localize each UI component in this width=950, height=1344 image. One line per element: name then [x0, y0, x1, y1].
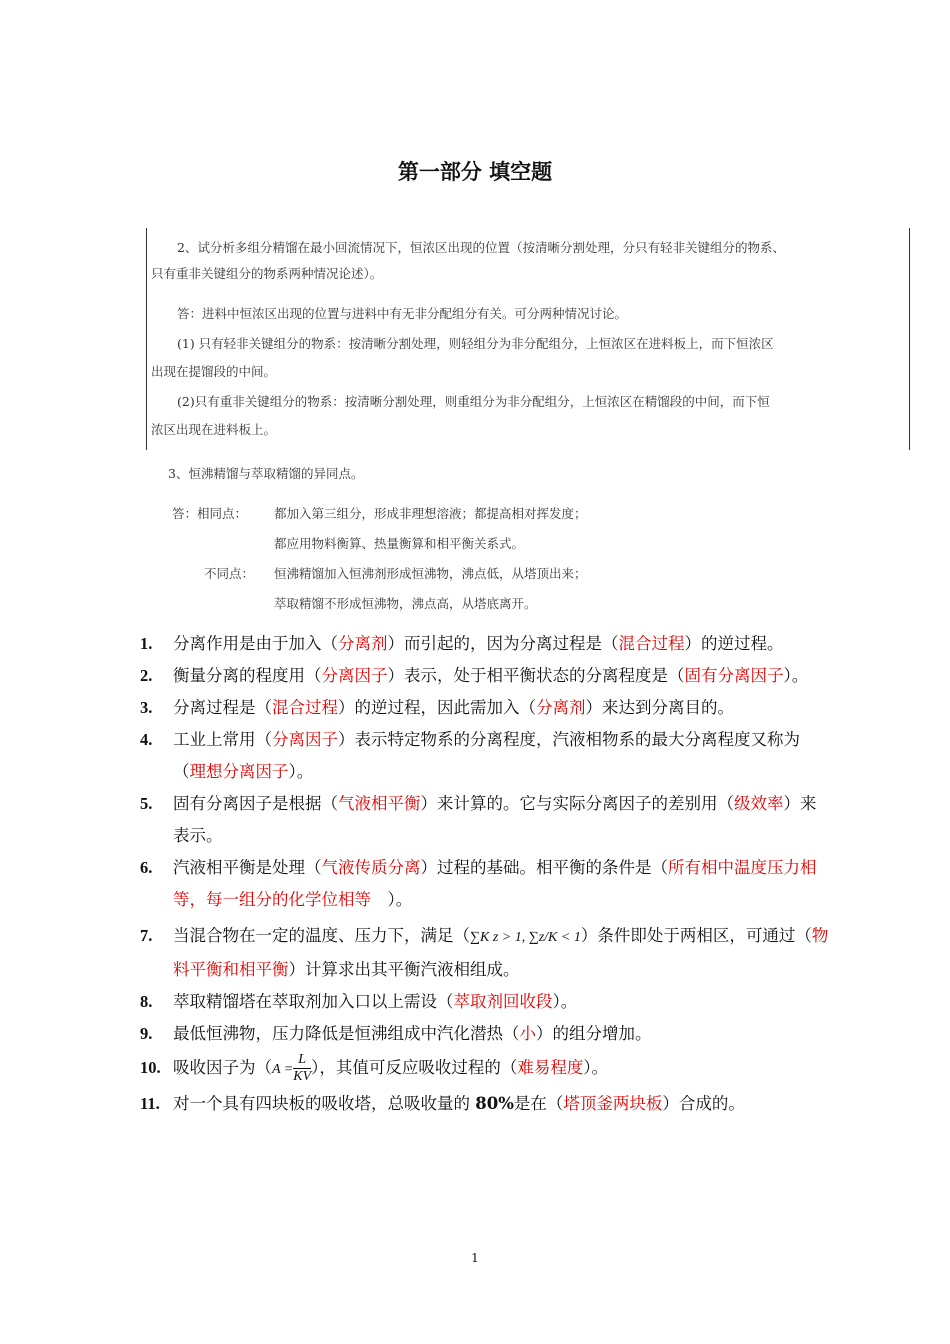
item-text: ）。: [387, 890, 413, 909]
same-points-2: 都应用物料衡算、热量衡算和相平衡关系式。: [274, 536, 525, 551]
item-text: ）表示特定物系的分离程度，汽液相物系的最大分离程度又称为（: [173, 730, 800, 781]
answer-text: 固有分离因子: [684, 666, 784, 685]
item-text: ）表示，处于相平衡状态的分离程度是（: [387, 666, 685, 685]
question-3-text: 3、恒沸精馏与萃取精馏的异同点。: [168, 466, 364, 481]
answer-text: 气液传质分离: [321, 858, 421, 877]
item-text: ）合成的。: [662, 1094, 745, 1113]
item-number: 5.: [140, 794, 153, 813]
item-text: ）的逆过程，因此需加入（: [338, 698, 536, 717]
list-item: [140, 1088, 830, 1120]
item-number: 1.: [140, 634, 153, 653]
item-text: ），其值可反应吸收过程的（: [311, 1058, 518, 1077]
item-text: 汽液相平衡是处理（: [173, 858, 322, 877]
answer-2-case1-cont: 出现在提馏段的中间。: [151, 364, 277, 379]
page-number: 1: [471, 1251, 479, 1265]
item-number: 7.: [140, 926, 153, 945]
answer-text: 塔顶釜两块板: [563, 1094, 663, 1113]
list-item: [140, 660, 830, 692]
answer-text: 所有相中温度压力相等，每一组分的化学位相等: [173, 858, 817, 909]
diff-points-2: 萃取精馏不形成恒沸物，沸点高，从塔底离开。: [274, 596, 537, 611]
item-text: ）条件即处于两相区，可通过（: [580, 926, 812, 945]
item-text: ）来达到分离目的。: [585, 698, 734, 717]
list-item: [140, 1018, 830, 1050]
item-text: ）。: [583, 1058, 609, 1077]
answer-2-case2: (2)只有重非关键组分的物系：按清晰分割处理，则重组分为非分配组分，上恒浓区在精馏段的中间，而下恒: [177, 394, 770, 409]
item-text: ）的逆过程。: [684, 634, 784, 653]
item-text: ）。: [783, 666, 809, 685]
answer-text: 分离剂: [338, 634, 388, 653]
item-text: 萃取精馏塔在萃取剂加入口以上需设（: [173, 992, 454, 1011]
list-item: [140, 920, 830, 986]
diff-points-1: 恒沸精馏加入恒沸剂形成恒沸物，沸点低，从塔顶出来；: [274, 566, 587, 581]
list-item: [140, 788, 830, 852]
answer-text: 分离剂: [536, 698, 586, 717]
answer-text: 理想分离因子: [189, 762, 289, 781]
item-text: 分离作用是由于加入（: [173, 634, 338, 653]
item-text: 是在（: [513, 1094, 564, 1113]
scanned-answer-block-q2: [146, 228, 910, 450]
answer-text: 物料平衡和相平衡: [173, 926, 829, 979]
item-text: 当混合物在一定的温度、压力下，满足（: [173, 926, 470, 945]
answer-text: 级效率: [734, 794, 784, 813]
list-item: [140, 1050, 830, 1088]
formula-lhs: A =: [272, 1062, 294, 1077]
list-item: [140, 692, 830, 724]
item-number: 10.: [140, 1058, 161, 1077]
item-text: ）而引起的，因为分离过程是（: [387, 634, 619, 653]
item-text: 对一个具有四块板的吸收塔，总吸收量的: [173, 1094, 476, 1113]
same-points-label: 答：相同点：: [172, 506, 248, 521]
answer-text: 气液相平衡: [338, 794, 421, 813]
item-text: 固有分离因子是根据（: [173, 794, 338, 813]
answer-2-case2-cont: 浓区出现在进料板上。: [151, 422, 277, 437]
page-title: 第一部分 填空题: [397, 160, 553, 184]
list-item: [140, 986, 830, 1018]
fraction-numerator: L: [293, 1052, 311, 1069]
answer-2-case1: (1) 只有轻非关键组分的物系：按清晰分割处理，则轻组分为非分配组分，上恒浓区在进料板上，而下恒浓区: [177, 336, 774, 351]
item-number: 2.: [140, 666, 153, 685]
item-number: 11.: [140, 1094, 160, 1113]
list-item: [140, 628, 830, 660]
equilibrium-condition-formula: ∑K z > 1, ∑z/K < 1: [470, 930, 581, 945]
item-text: ）计算求出其平衡汽液相组成。: [288, 960, 520, 979]
answer-text: 萃取剂回收段: [453, 992, 553, 1011]
same-points-1: 都加入第三组分，形成非理想溶液；都提高相对挥发度；: [274, 506, 587, 521]
list-item: [140, 724, 830, 788]
list-item: [140, 852, 830, 916]
answer-text: 分离因子: [321, 666, 388, 685]
item-text: 分离过程是（: [173, 698, 272, 717]
answer-text: 小: [519, 1024, 536, 1043]
question-2-text: 2、试分析多组分精馏在最小回流情况下，恒浓区出现的位置（按清晰分割处理，分只有轻非关键组分的物系、: [177, 240, 785, 255]
item-text: ）的组分增加。: [536, 1024, 652, 1043]
percentage-text: 80%: [475, 1094, 514, 1113]
item-text: 衡量分离的程度用（: [173, 666, 322, 685]
scanned-answer-block-q3: [146, 458, 908, 618]
item-text: 吸收因子为（: [173, 1058, 272, 1077]
fill-in-blank-list: [140, 628, 830, 1120]
answer-text: 分离因子: [272, 730, 338, 749]
answer-text: 难易程度: [517, 1058, 584, 1077]
answer-text: 混合过程: [272, 698, 338, 717]
absorption-factor-fraction: [293, 1052, 311, 1085]
item-text: 工业上常用（: [173, 730, 272, 749]
item-number: 6.: [140, 858, 153, 877]
item-number: 3.: [140, 698, 153, 717]
item-text: ）来表示。: [173, 794, 817, 845]
item-text: ）来计算的。它与实际分离因子的差别用（: [420, 794, 734, 813]
answer-text: 混合过程: [618, 634, 685, 653]
item-number: 4.: [140, 730, 153, 749]
item-text: ）。: [288, 762, 314, 781]
answer-2-intro: 答：进料中恒浓区出现的位置与进料中有无非分配组分有关。可分两种情况讨论。: [177, 306, 628, 321]
item-number: 9.: [140, 1024, 153, 1043]
item-number: 8.: [140, 992, 153, 1011]
item-text: 最低恒沸物，压力降低是恒沸组成中汽化潜热（: [173, 1024, 520, 1043]
item-text: ）。: [552, 992, 578, 1011]
diff-points-label: 不同点：: [204, 566, 255, 581]
question-2-text-cont: 只有重非关键组分的物系两种情况论述）。: [151, 266, 383, 281]
item-text: ）过程的基础。相平衡的条件是（: [420, 858, 668, 877]
fraction-denominator: KV: [293, 1069, 312, 1084]
